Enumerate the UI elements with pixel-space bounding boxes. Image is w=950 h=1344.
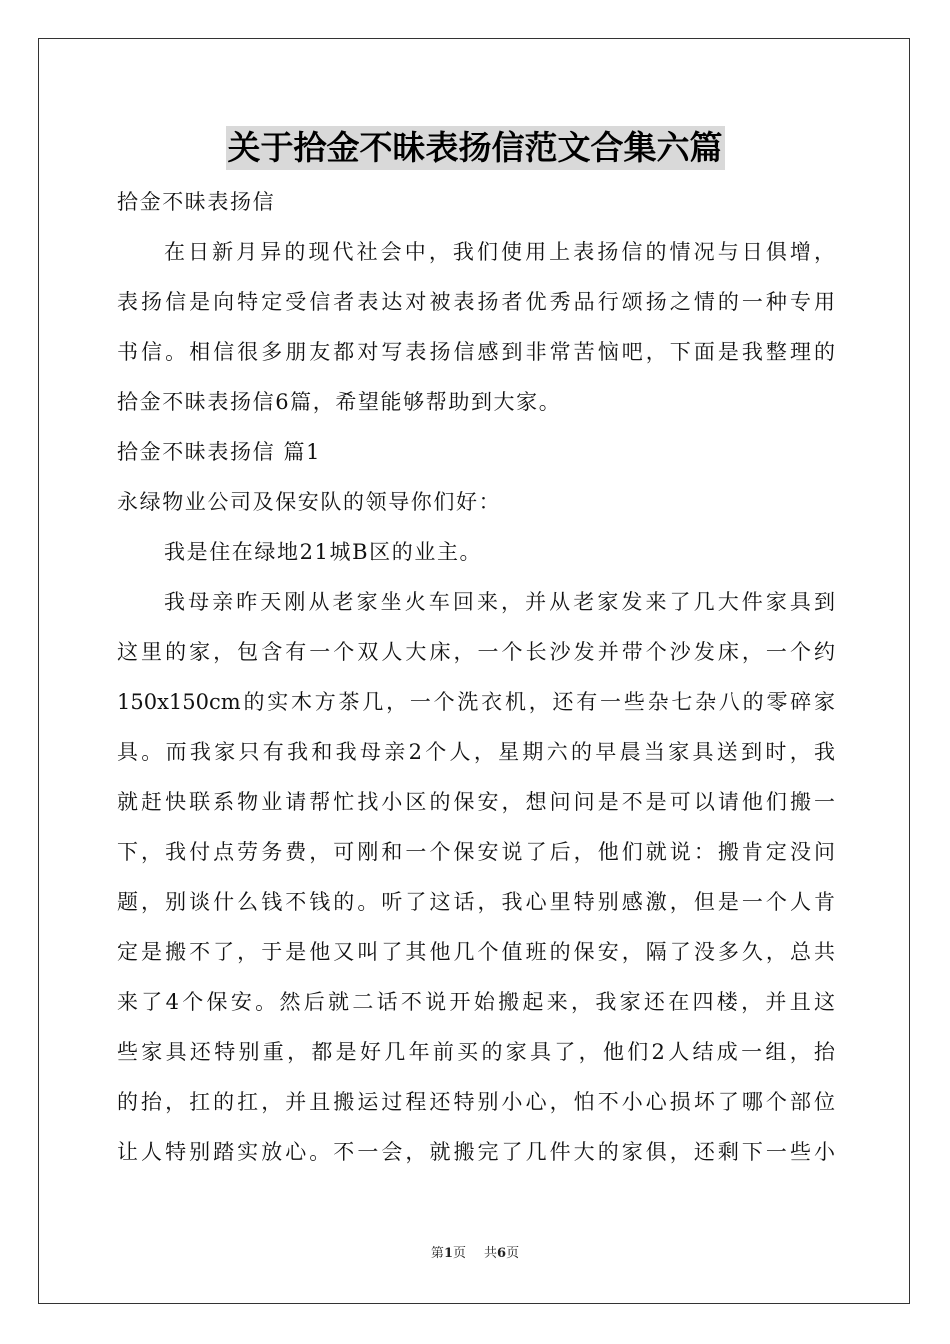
text-line: 表扬信是向特定受信者表达对被表扬者优秀品行颂扬之情的一种专用: [117, 290, 835, 314]
title-container: [0, 126, 950, 170]
text-line: 让人特别踏实放心。不一会，就搬完了几件大的家俱，还剩下一些小: [117, 1140, 835, 1164]
text-line: 永绿物业公司及保安队的领导你们好：: [117, 490, 502, 514]
text-line: 的抬，扛的扛，并且搬运过程还特别小心，怕不小心损坏了哪个部位: [117, 1090, 835, 1114]
document-body: [117, 177, 835, 1177]
text-line: 在日新月异的现代社会中，我们使用上表扬信的情况与日俱增，: [164, 240, 835, 264]
text-line: 些家具还特别重，都是好几年前买的家具了，他们2人结成一组，抬: [117, 1040, 835, 1064]
text-line: 拾金不昧表扬信6篇，希望能够帮助到大家。: [117, 390, 562, 414]
document-title: 关于拾金不昧表扬信范文合集六篇: [226, 126, 725, 170]
page-prefix: 第: [430, 1246, 444, 1261]
text-line: 150x150cm的实木方茶几，一个洗衣机，还有一些杂七杂八的零碎家: [117, 690, 835, 714]
text-line: 我母亲昨天刚从老家坐火车回来，并从老家发来了几大件家具到: [164, 590, 835, 614]
text-line: 就赶快联系物业请帮忙找小区的保安，想问问是不是可以请他们搬一: [117, 790, 835, 814]
total-suffix: 页: [506, 1246, 520, 1261]
text-line: 我是住在绿地21城B区的业主。: [164, 540, 483, 564]
total-page-number: 6: [497, 1246, 507, 1261]
page-footer: [0, 1245, 950, 1263]
text-line: 题，别谈什么钱不钱的。听了这话，我心里特别感激，但是一个人肯: [117, 890, 835, 914]
text-line: 来了4个保安。然后就二话不说开始搬起来，我家还在四楼，并且这: [117, 990, 835, 1014]
page-suffix: 页: [452, 1246, 466, 1261]
text-line: 拾金不昧表扬信: [117, 190, 276, 214]
current-page-number: 1: [443, 1246, 453, 1261]
total-prefix: 共: [484, 1246, 498, 1261]
text-line: 拾金不昧表扬信 篇1: [117, 440, 322, 464]
text-line: 具。而我家只有我和我母亲2个人，星期六的早晨当家具送到时，我: [117, 740, 835, 764]
text-line: 这里的家，包含有一个双人大床，一个长沙发并带个沙发床，一个约: [117, 640, 835, 664]
text-line: 书信。相信很多朋友都对写表扬信感到非常苦恼吧，下面是我整理的: [117, 340, 835, 364]
text-line: 定是搬不了，于是他又叫了其他几个值班的保安，隔了没多久，总共: [117, 940, 835, 964]
text-line: 下，我付点劳务费，可刚和一个保安说了后，他们就说：搬肯定没问: [117, 840, 835, 864]
